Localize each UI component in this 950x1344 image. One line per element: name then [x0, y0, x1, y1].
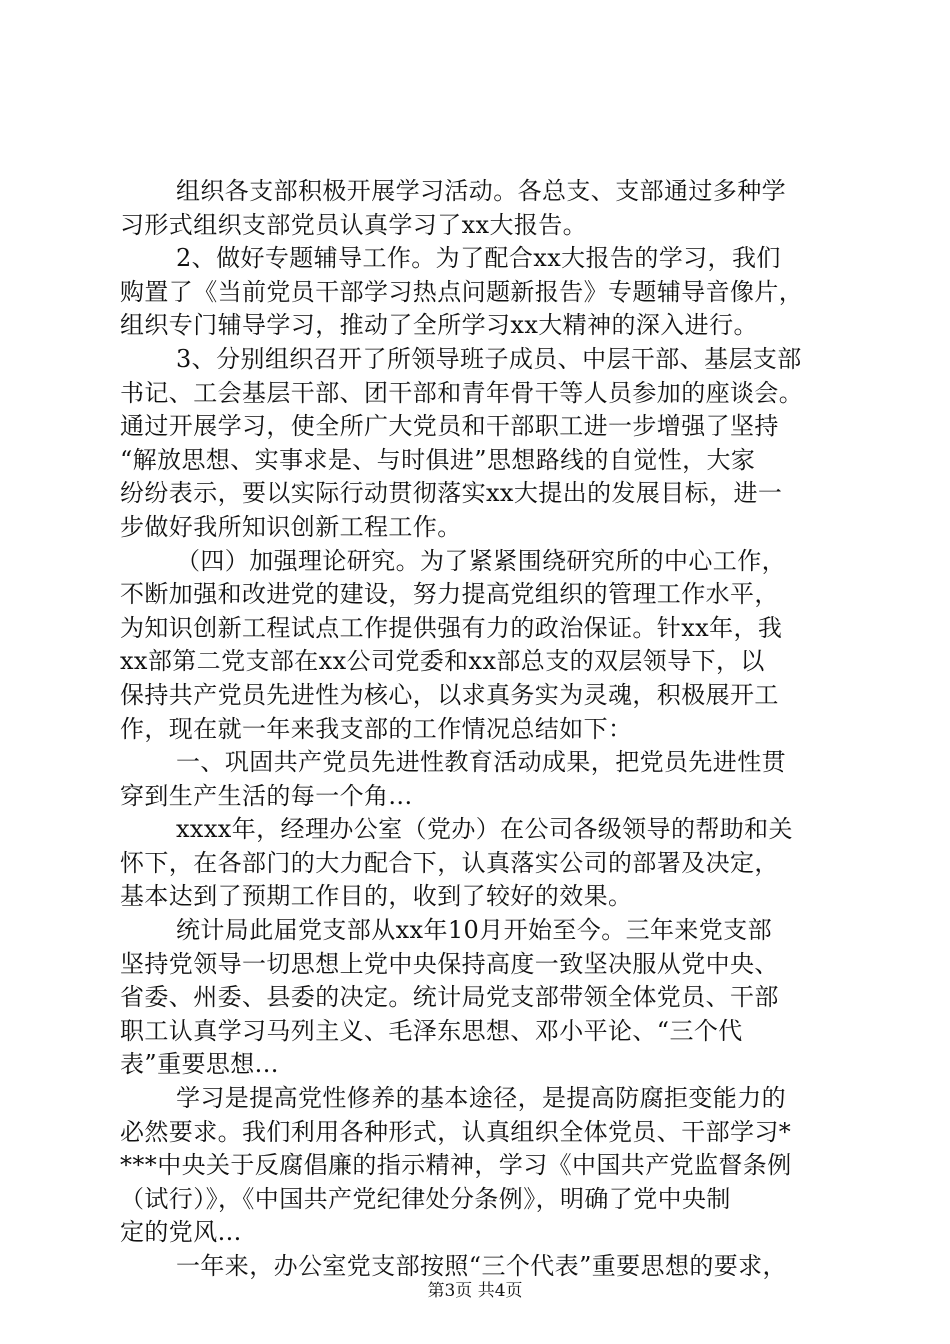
- text-line: 怀下，在各部门的大力配合下，认真落实公司的部署及决定，: [120, 848, 779, 877]
- text-line: 不断加强和改进党的建设，努力提高党组织的管理工作水平，: [120, 580, 779, 609]
- text-line: 坚持党领导一切思想上党中央保持高度一致坚决服从党中央、: [120, 949, 779, 978]
- text-line: 为知识创新工程试点工作提供强有力的政治保证。针xx年，我: [120, 613, 783, 642]
- text-line: 穿到生产生活的每一个角...: [120, 781, 413, 810]
- page-footer: 第3页 共4页: [427, 1281, 523, 1301]
- text-line: 表”重要思想...: [120, 1050, 279, 1079]
- text-line: （试行）》，《中国共产党纪律处分条例》，明确了党中央制: [120, 1184, 731, 1213]
- text-line: 职工认真学习马列主义、毛泽东思想、邓小平论、“三个代: [120, 1016, 743, 1045]
- text-line: 定的党风...: [120, 1218, 242, 1247]
- text-line: 作，现在就一年来我支部的工作情况总结如下：: [120, 714, 633, 743]
- document-body: [120, 175, 840, 1284]
- text-line: 一、巩固共产党员先进性教育活动成果，把党员先进性贯: [176, 748, 786, 777]
- text-line: 2、做好专题辅导工作。为了配合xx大报告的学习，我们: [176, 244, 781, 273]
- text-line: 购置了《当前党员干部学习热点问题新报告》专题辅导音像片，: [120, 277, 804, 306]
- text-line: 必然要求。我们利用各种形式，认真组织全体党员、干部学习*: [120, 1117, 792, 1146]
- text-line: xx部第二党支部在xx公司党委和xx部总支的双层领导下，以: [120, 647, 765, 676]
- text-line: 省委、州委、县委的决定。统计局党支部带领全体党员、干部: [120, 983, 779, 1012]
- text-line: 组织各支部积极开展学习活动。各总支、支部通过多种学: [176, 177, 786, 205]
- text-line: 习形式组织支部党员认真学习了xx大报告。: [120, 210, 588, 239]
- text-line: 基本达到了预期工作目的，收到了较好的效果。: [120, 882, 633, 911]
- text-line: 统计局此届党支部从xx年10月开始至今。三年来党支部: [176, 916, 773, 945]
- text-line: xxxx年，经理办公室（党办）在公司各级领导的帮助和关: [176, 815, 793, 844]
- text-line: 一年来，办公室党支部按照“三个代表”重要思想的要求，: [176, 1252, 787, 1280]
- text-line: 组织专门辅导学习，推动了全所学习xx大精神的深入进行。: [120, 311, 758, 340]
- text-line: 保持共产党员先进性为核心，以求真务实为灵魂，积极展开工: [120, 680, 779, 709]
- text-line: 学习是提高党性修养的基本途径，是提高防腐拒变能力的: [176, 1084, 786, 1113]
- text-line: （四）加强理论研究。为了紧紧围绕研究所的中心工作，: [176, 546, 786, 575]
- text-line: 3、分别组织召开了所领导班子成员、中层干部、基层支部: [176, 344, 802, 373]
- text-line: 书记、工会基层干部、团干部和青年骨干等人员参加的座谈会。: [120, 378, 804, 407]
- text-line: 步做好我所知识创新工程工作。: [120, 512, 462, 541]
- text-line: ***中央关于反腐倡廉的指示精神，学习《中国共产党监督条例: [120, 1151, 792, 1180]
- text-line: “解放思想、实事求是、与时俱进”思想路线的自觉性，大家: [120, 445, 756, 474]
- text-line: 纷纷表示，要以实际行动贯彻落实xx大提出的发展目标，进一: [120, 479, 783, 508]
- text-line: 通过开展学习，使全所广大党员和干部职工进一步增强了坚持: [120, 412, 779, 441]
